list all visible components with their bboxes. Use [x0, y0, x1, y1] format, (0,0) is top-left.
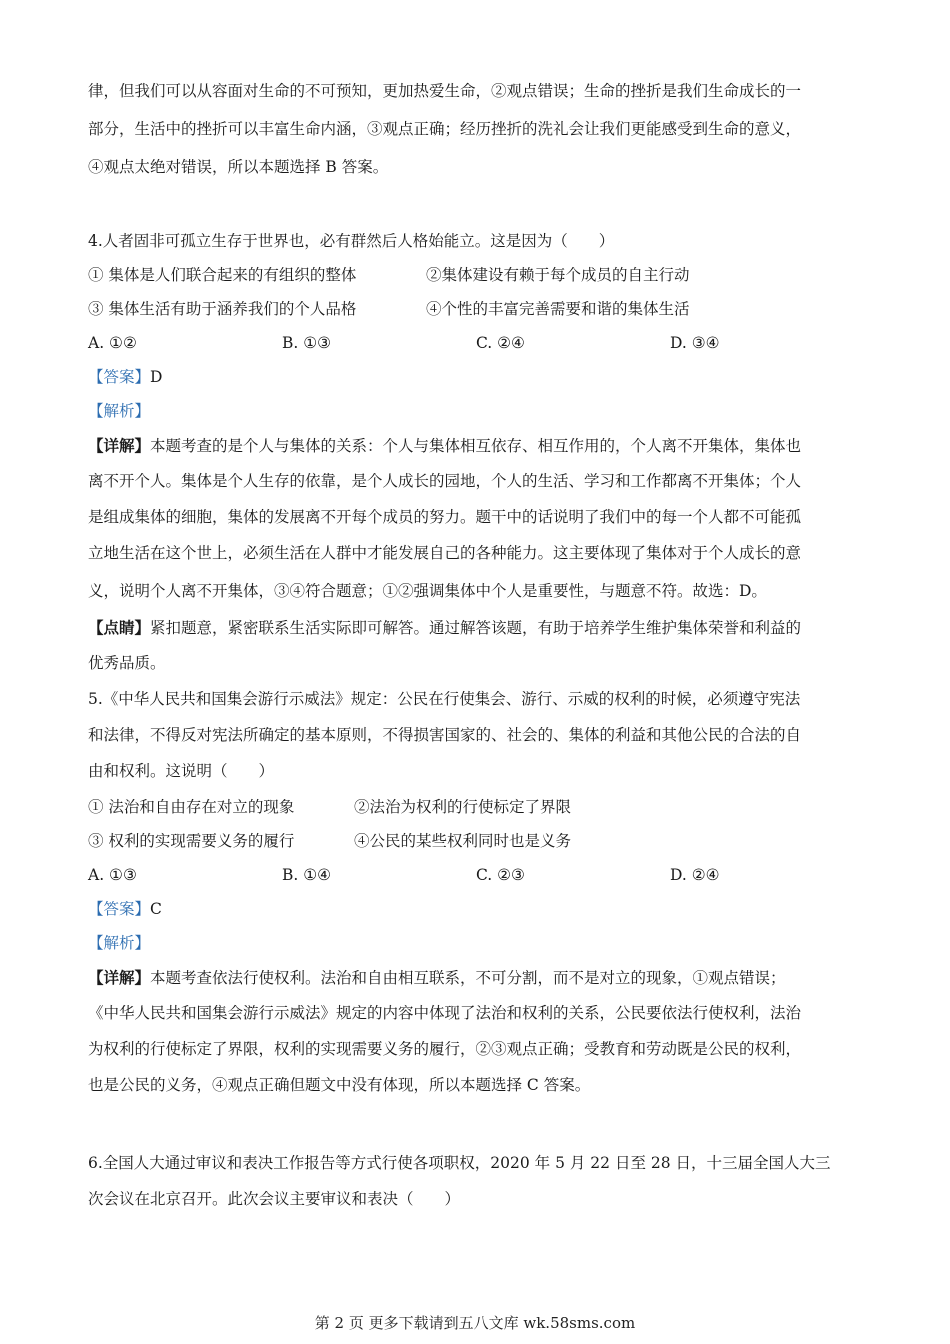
q5-answer-value: C	[150, 900, 162, 918]
q4-analysis	[88, 394, 868, 429]
q4-tip-label: 【点睛】	[88, 618, 151, 637]
q5-choice-b: B. ①④	[282, 866, 332, 884]
q4-tip-line-2: 优秀品质。	[88, 654, 166, 672]
q4-detail-text-1: 本题考查的是个人与集体的关系：个人与集体相互依存、相互作用的，个人离不开集体，集体也	[150, 437, 802, 455]
q6-stem-line-2: 次会议在北京召开。此次会议主要审议和表决（ ）	[88, 1190, 461, 1208]
q5-item-3: ③ 权利的实现需要义务的履行	[88, 832, 295, 850]
q4-answer-label: 【答案】	[88, 368, 151, 386]
q5-item-2: ②法治为权利的行使标定了界限	[354, 798, 572, 816]
q5-choice-d: D. ②④	[670, 866, 720, 884]
q5-analysis	[88, 926, 868, 961]
q5-choice-a: A. ①③	[88, 866, 137, 884]
q4-item-1: ① 集体是人们联合起来的有组织的整体	[88, 266, 357, 284]
q5-item-4: ④公民的某些权利同时也是义务	[354, 832, 572, 850]
q4-tip-text-1: 紧扣题意，紧密联系生活实际即可解答。通过解答该题，有助于培养学生维护集体荣誉和利益的	[150, 619, 802, 637]
q5-detail-line-1	[88, 960, 868, 996]
q5-answer-label: 【答案】	[88, 900, 151, 918]
prev-tail-line-2: 部分，生活中的挫折可以丰富生命内涵，③观点正确；经历挫折的洗礼会让我们更能感受到生命的意义，	[88, 120, 802, 138]
prev-tail-line-3: ④观点太绝对错误，所以本题选择 B 答案。	[88, 158, 389, 176]
q4-item-4: ④个性的丰富完善需要和谐的集体生活	[426, 300, 690, 318]
q4-answer	[88, 360, 868, 395]
q5-stem-line-3: 由和权利。这说明（ ）	[88, 762, 275, 780]
q5-stem-line-1: 5.《中华人民共和国集会游行示威法》规定：公民在行使集会、游行、示威的权利的时候，必须遵守宪法	[88, 690, 801, 708]
q4-item-2: ②集体建设有赖于每个成员的自主行动	[426, 266, 690, 284]
q4-detail-label: 【详解】	[88, 436, 151, 455]
q5-choice-c: C. ②③	[476, 866, 525, 884]
q4-detail-line-3: 是组成集体的细胞，集体的发展离不开每个成员的努力。题干中的话说明了我们中的每一个人都不可能孤	[88, 508, 802, 526]
q4-choice-d: D. ③④	[670, 334, 720, 352]
q4-detail-line-4: 立地生活在这个世上，必须生活在人群中才能发展自己的各种能力。这主要体现了集体对于个人成长的意	[88, 544, 802, 562]
q4-item-3: ③ 集体生活有助于涵养我们的个人品格	[88, 300, 357, 318]
q4-choice-c: C. ②④	[476, 334, 525, 352]
prev-tail-line-1: 律，但我们可以从容面对生命的不可预知，更加热爱生命，②观点错误；生命的挫折是我们生命成长的一	[88, 82, 802, 100]
q4-detail-line-2: 离不开个人。集体是个人生存的依靠，是个人成长的园地，个人的生活、学习和工作都离不开集体；个人	[88, 472, 802, 490]
q5-detail-line-4: 也是公民的义务，④观点正确但题文中没有体现，所以本题选择 C 答案。	[88, 1076, 591, 1094]
q5-detail-text-1: 本题考查依法行使权利。法治和自由相互联系，不可分割，而不是对立的现象，①观点错误；	[150, 969, 786, 987]
q4-answer-value: D	[150, 368, 163, 386]
q5-stem-line-2: 和法律，不得反对宪法所确定的基本原则，不得损害国家的、社会的、集体的利益和其他公民的合法的自	[88, 726, 802, 744]
q5-item-1: ① 法治和自由存在对立的现象	[88, 798, 295, 816]
q4-detail-line-1	[88, 428, 868, 464]
q4-choice-a: A. ①②	[88, 334, 137, 352]
q4-tip-line-1	[88, 610, 868, 646]
q4-stem: 4.人者固非可孤立生存于世界也，必有群然后人格始能立。这是因为（ ）	[88, 232, 615, 250]
q5-answer	[88, 892, 868, 927]
q6-stem-line-1: 6.全国人大通过审议和表决工作报告等方式行使各项职权，2020 年 5 月 22 日至 28 日，十三届全国人大三	[88, 1154, 831, 1172]
q4-choice-b: B. ①③	[282, 334, 332, 352]
page-footer: 第 2 页 更多下载请到五八文库 wk.58sms.com	[314, 1314, 636, 1332]
q4-analysis-label: 【解析】	[88, 402, 151, 420]
q4-detail-line-5: 义，说明个人离不开集体，③④符合题意；①②强调集体中个人是重要性，与题意不符。故选：D。	[88, 582, 767, 600]
q5-detail-label: 【详解】	[88, 968, 151, 987]
q5-detail-line-3: 为权利的行使标定了界限，权利的实现需要义务的履行，②③观点正确；受教育和劳动既是公民的权利，	[88, 1040, 802, 1058]
q5-analysis-label: 【解析】	[88, 934, 151, 952]
q5-detail-line-2: 《中华人民共和国集会游行示威法》规定的内容中体现了法治和权利的关系，公民要依法行使权利，法治	[88, 1004, 802, 1022]
